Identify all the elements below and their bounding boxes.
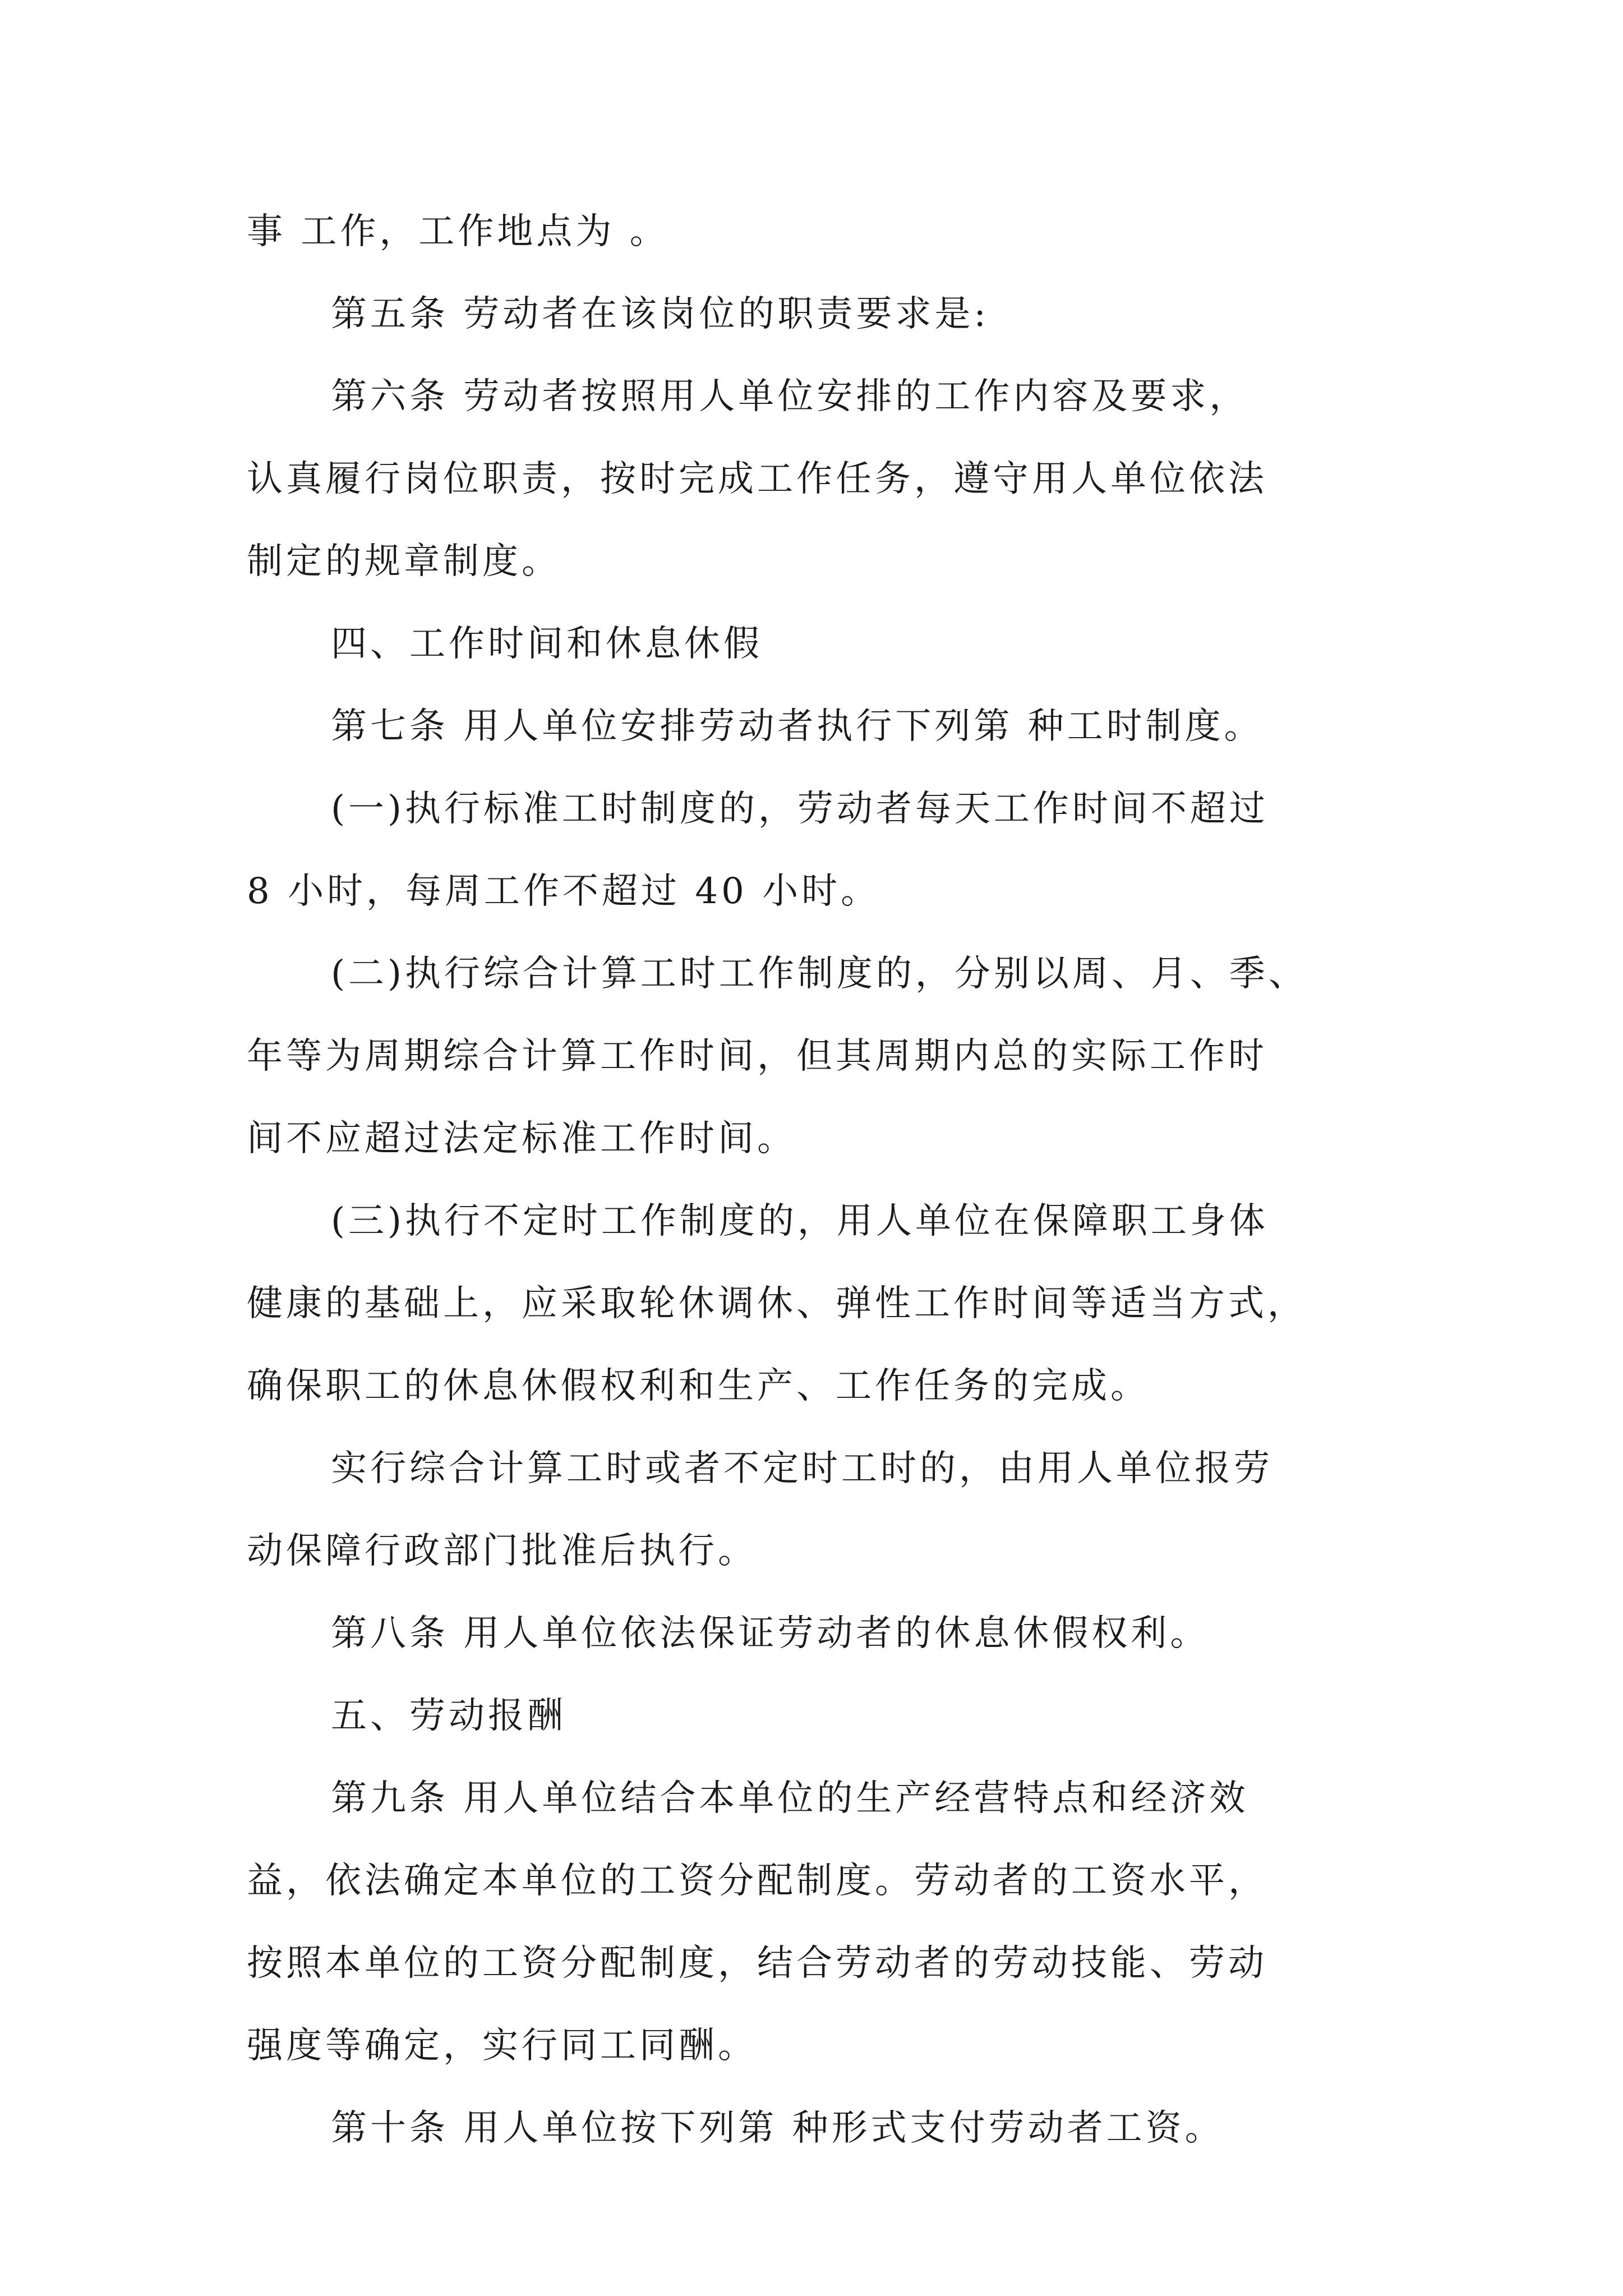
- text-line: 间不应超过法定标准工作时间。: [247, 1118, 796, 1159]
- document-body: [247, 191, 1385, 2170]
- text-line: 益，依法确定本单位的工资分配制度。劳动者的工资水平，: [247, 1860, 1267, 1902]
- text-line: 按照本单位的工资分配制度，结合劳动者的劳动技能、劳动: [247, 1943, 1267, 1984]
- text-line: (二)执行综合计算工时工作制度的，分别以周、月、季、: [331, 953, 1308, 995]
- text-line: 年等为周期综合计算工作时间，但其周期内总的实际工作时: [247, 1036, 1267, 1077]
- text-line: 认真履行岗位职责，按时完成工作任务，遵守用人单位依法: [247, 458, 1267, 500]
- section-heading: 五、劳动报酬: [331, 1695, 566, 1737]
- text-line: 事 工作，工作地点为 。: [247, 211, 669, 252]
- text-line: 第九条 用人单位结合本单位的生产经营特点和经济效: [331, 1778, 1249, 1819]
- text-line: 动保障行政部门批准后执行。: [247, 1530, 757, 1572]
- text-line: 第五条 劳动者在该岗位的职责要求是:: [331, 293, 989, 335]
- text-line: 健康的基础上，应采取轮休调休、弹性工作时间等适当方式，: [247, 1283, 1307, 1324]
- text-line: 强度等确定，实行同工同酬。: [247, 2025, 757, 2067]
- text-line: 第八条 用人单位依法保证劳动者的休息休假权利。: [331, 1613, 1210, 1654]
- text-line: 第六条 劳动者按照用人单位安排的工作内容及要求，: [331, 376, 1249, 417]
- text-line: 8 小时，每周工作不超过 40 小时。: [247, 871, 880, 912]
- text-line: 制定的规章制度。: [247, 541, 561, 582]
- text-line: 确保职工的休息休假权利和生产、工作任务的完成。: [247, 1365, 1150, 1407]
- section-heading: 四、工作时间和休息休假: [331, 623, 763, 665]
- text-line: (一)执行标准工时制度的，劳动者每天工作时间不超过: [331, 788, 1269, 830]
- text-line: 实行综合计算工时或者不定时工时的，由用人单位报劳: [331, 1448, 1273, 1489]
- text-line: 第七条 用人单位安排劳动者执行下列第 种工时制度。: [331, 706, 1264, 747]
- text-line: 第十条 用人单位按下列第 种形式支付劳动者工资。: [331, 2108, 1224, 2149]
- text-line: (三)执行不定时工作制度的，用人单位在保障职工身体: [331, 1200, 1269, 1242]
